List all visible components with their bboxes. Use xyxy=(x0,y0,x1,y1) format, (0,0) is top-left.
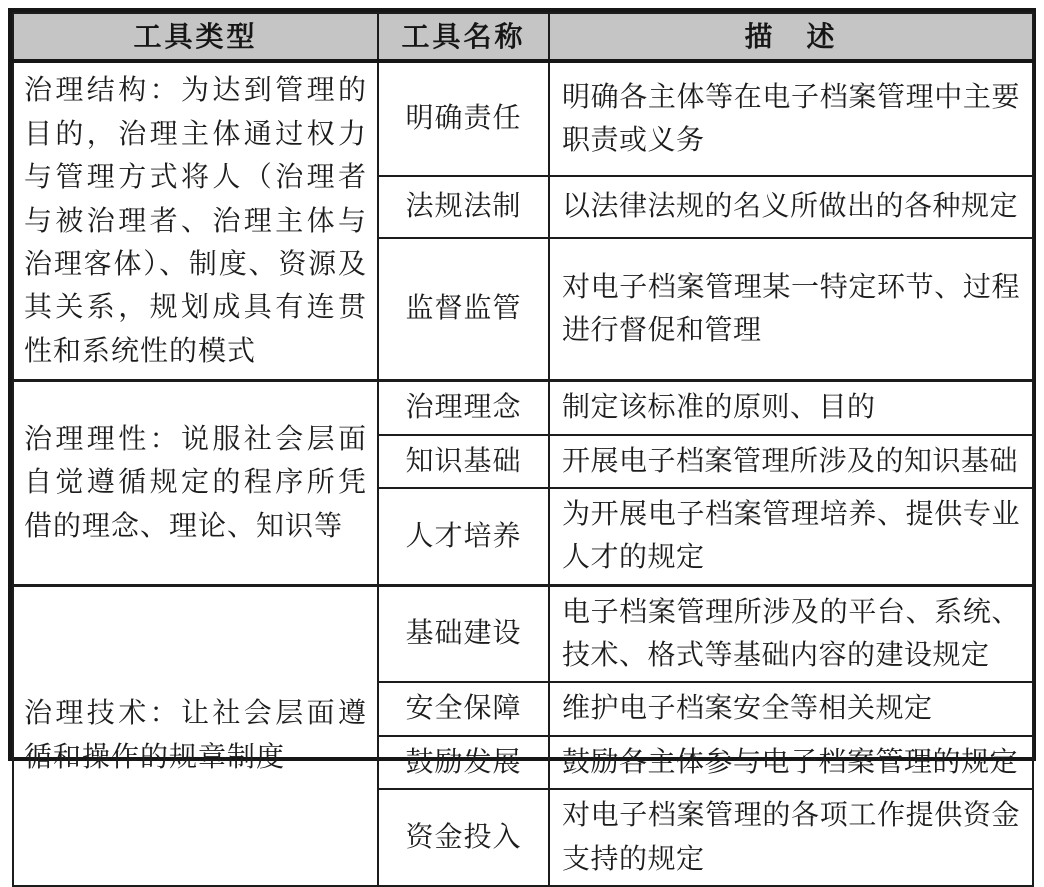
tool-description: 开展电子档案管理所涉及的知识基础 xyxy=(549,435,1033,488)
table-row xyxy=(13,381,1033,435)
tool-description: 鼓励各主体参与电子档案管理的规定 xyxy=(549,736,1033,789)
tool-name: 法规法制 xyxy=(378,176,549,238)
header-tool-name: 工具名称 xyxy=(378,13,549,61)
header-description: 描 述 xyxy=(549,13,1033,61)
tool-description: 制定该标准的原则、目的 xyxy=(549,381,1033,435)
tool-description: 电子档案管理所涉及的平台、系统、技术、格式等基础内容的建设规定 xyxy=(549,585,1033,682)
group-type-governance-structure: 治理结构：为达到管理的目的，治理主体通过权力与管理方式将人（治理者与被治理者、治理主体与治理客体）、制度、资源及其关系，规划成具有连贯性和系统性的模式 xyxy=(13,61,378,380)
tool-description: 明确各主体等在电子档案管理中主要职责或义务 xyxy=(549,61,1033,175)
tool-name: 人才培养 xyxy=(378,488,549,585)
table-header-row xyxy=(13,13,1033,61)
tool-name: 治理理念 xyxy=(378,381,549,435)
tool-name: 监督监管 xyxy=(378,238,549,381)
header-tool-type: 工具类型 xyxy=(13,13,378,61)
governance-tools-table xyxy=(12,12,1034,887)
tool-description: 以法律法规的名义所做出的各种规定 xyxy=(549,176,1033,238)
table-row xyxy=(13,61,1033,175)
group-type-governance-technology: 治理技术：让社会层面遵循和操作的规章制度 xyxy=(13,585,378,886)
tool-name: 鼓励发展 xyxy=(378,736,549,789)
tool-description: 为开展电子档案管理培养、提供专业人才的规定 xyxy=(549,488,1033,585)
group-type-governance-rationality: 治理理性：说服社会层面自觉遵循规定的程序所凭借的理念、理论、知识等 xyxy=(13,381,378,586)
tool-name: 资金投入 xyxy=(378,789,549,886)
tool-name: 基础建设 xyxy=(378,585,549,682)
tool-description: 对电子档案管理某一特定环节、过程进行督促和管理 xyxy=(549,238,1033,381)
tool-name: 知识基础 xyxy=(378,435,549,488)
tool-name: 明确责任 xyxy=(378,61,549,175)
tool-type-table xyxy=(8,8,1036,875)
tool-description: 对电子档案管理的各项工作提供资金支持的规定 xyxy=(549,789,1033,886)
tool-description: 维护电子档案安全等相关规定 xyxy=(549,682,1033,735)
table-row xyxy=(13,585,1033,682)
tool-name: 安全保障 xyxy=(378,682,549,735)
